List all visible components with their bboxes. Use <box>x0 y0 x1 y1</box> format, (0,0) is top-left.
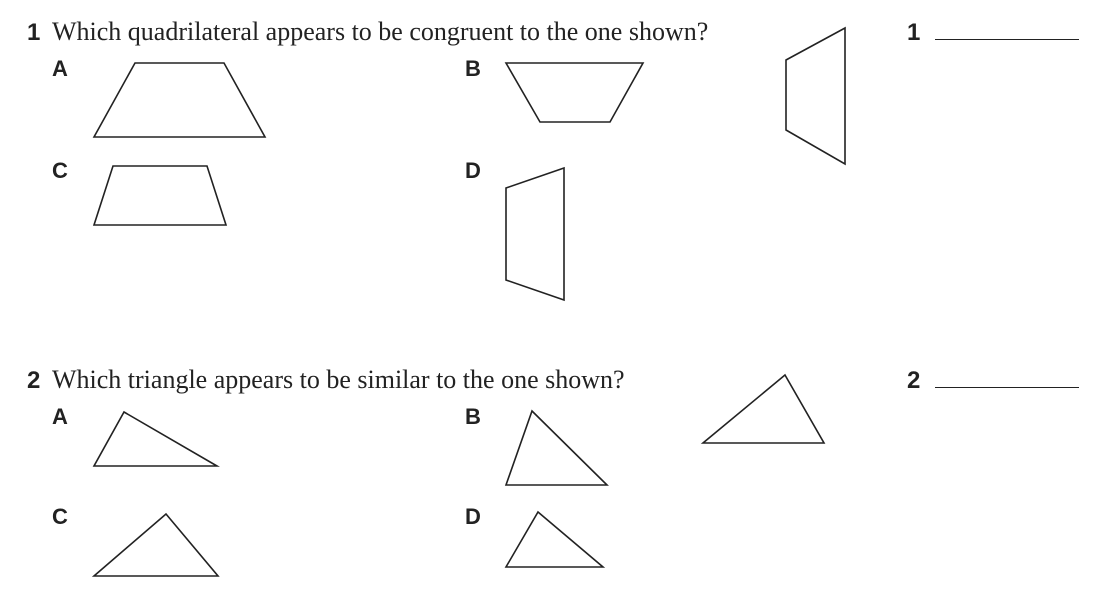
option-label-b: B <box>465 56 481 81</box>
option-label-a: A <box>52 56 68 81</box>
question-number: 1 <box>27 19 41 46</box>
option-label-b: B <box>465 404 481 429</box>
answer-number: 2 <box>907 367 921 394</box>
option-label-a: A <box>52 404 68 429</box>
option-label-d: D <box>465 504 481 529</box>
option-label-c: C <box>52 158 68 183</box>
question-text: Which triangle appears to be similar to the one shown? <box>52 365 625 394</box>
option-label-c: C <box>52 504 68 529</box>
option-label-d: D <box>465 158 481 183</box>
question-number: 2 <box>27 367 41 394</box>
answer-number: 1 <box>907 19 921 46</box>
question-text: Which quadrilateral appears to be congruent to the one shown? <box>52 17 709 46</box>
answer-blank[interactable] <box>935 387 1079 388</box>
